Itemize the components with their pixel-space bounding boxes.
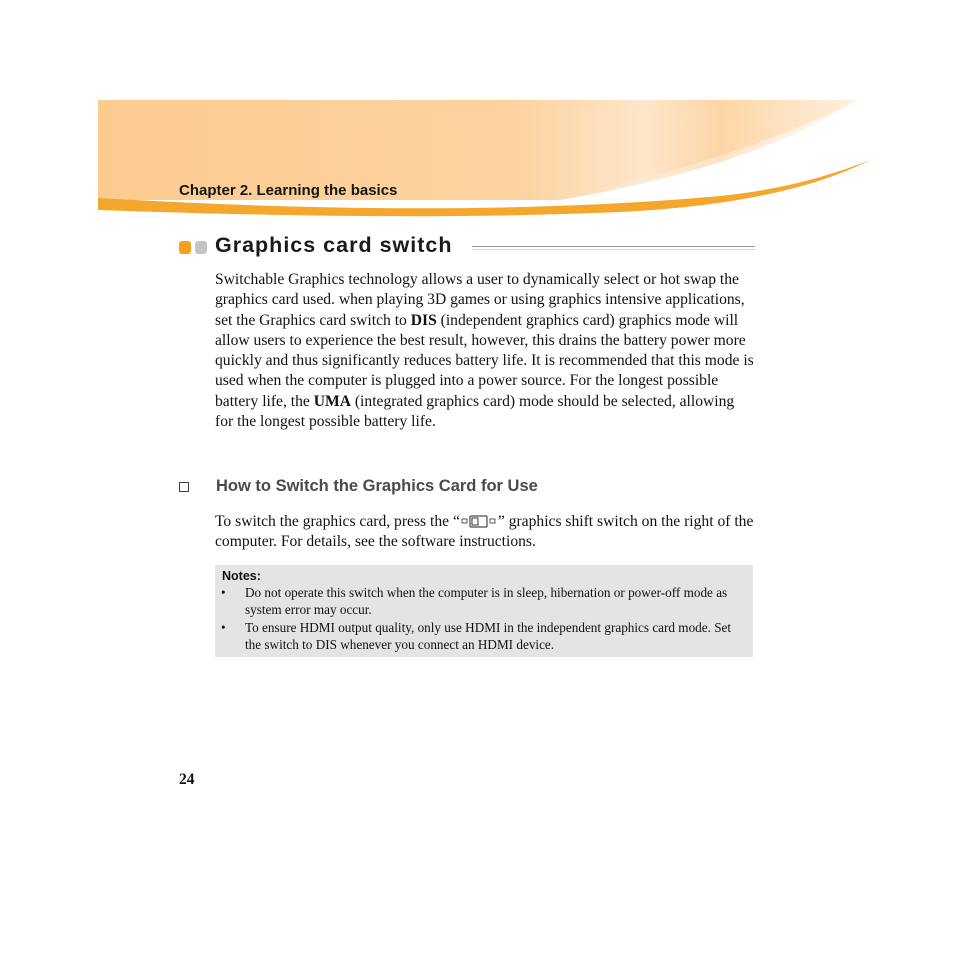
chapter-heading: Chapter 2. Learning the basics [179, 182, 398, 199]
orange-square-icon [179, 241, 191, 254]
notes-box [215, 565, 753, 657]
switch-instructions-paragraph: To switch the graphics card, press the “ ” graphics shift switch on the right of the computer. For details, see the software instructions. [215, 513, 754, 551]
note-text: Do not operate this switch when the computer is in sleep, hibernation or power-off mode as system error may occur. [245, 585, 728, 617]
bullet-dot: • [221, 585, 226, 600]
note-text: To ensure HDMI output quality, only use HDMI in the independent graphics card mode. Set the switch to DIS whenever you connect an HDMI device. [245, 620, 732, 652]
subsection-title: How to Switch the Graphics Card for Use [216, 477, 538, 495]
uma-term: UMA [313, 392, 351, 410]
page-number: 24 [179, 771, 195, 788]
subsection-heading [179, 477, 739, 499]
section-title: Graphics card switch [215, 233, 453, 257]
chapter-banner [0, 0, 954, 230]
bullet-dot: • [221, 620, 226, 635]
notes-title: Notes: [222, 569, 261, 583]
square-bullet-icon [179, 482, 189, 492]
intro-paragraph: Switchable Graphics technology allows a user to dynamically select or hot swap the graphics card used. when playing 3D games or using graphics intensive applications, set the Graphics card switch to DIS (independent graphics card) graphics mode will allow users to experience the best result, however, this drains the battery power more quickly and thus significantly reduces battery life. It is recommended that this mode is used when the computer is plugged into a power source. For the longest possible battery life, the UMA (integrated graphics card) mode should be selected, allowing for the longest possible battery life. [215, 271, 754, 430]
gray-square-icon [195, 241, 207, 254]
graphics-switch-icon [461, 515, 497, 528]
section-heading [179, 233, 755, 261]
dis-term: DIS [410, 311, 437, 329]
title-rule [472, 246, 755, 250]
